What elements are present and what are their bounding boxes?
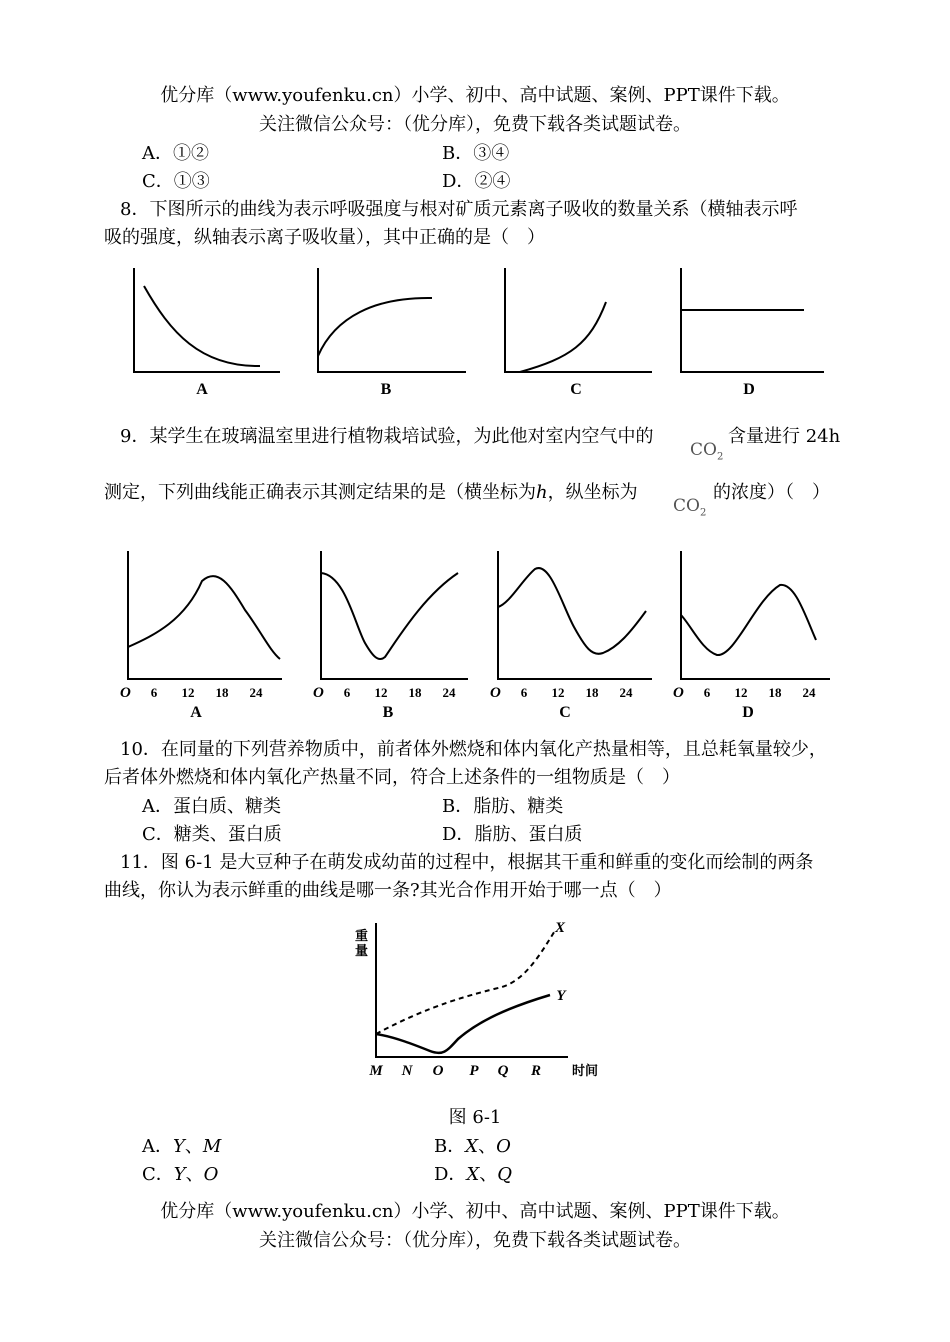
q11-curve-x [376,929,556,1034]
q8-d-axes [681,268,824,372]
q11-xlabel: 时间 [572,1063,599,1078]
q11-figure [350,915,610,1085]
q9-co2-1: $CO_2$ [690,440,724,463]
header-line-1: 优分库（www.youfenku.cn）小学、初中、高中试题、案例、PPT课件下载。 [160,85,790,106]
q10-option-a: A．蛋白质、糖类 [142,796,281,817]
footer-line-1: 优分库（www.youfenku.cn）小学、初中、高中试题、案例、PPT课件下载。 [160,1201,790,1222]
q8-a-axes [134,268,280,372]
q9-a-tick: 18 [215,685,229,700]
q9-label-c: C [559,704,571,721]
q8-label-a: A [196,381,208,398]
q11-point-n: N [401,1063,413,1079]
q7-option-b: B．③④ [442,143,510,164]
q11-point-o: O [432,1063,444,1079]
q9-d-axes [681,551,830,679]
header-line-2: 关注微信公众号：（优分库），免费下载各类试题试卷。 [259,114,691,135]
q8-b-axes [318,268,466,372]
q9-label-a: A [190,704,202,721]
q8-c-axes [505,268,652,372]
q7-option-a: A．①② [142,143,209,164]
q9-b-curve [321,573,458,659]
q11-ylabel-2: 量 [355,943,369,958]
q9-d-tick: 12 [734,685,748,700]
q11-point-q: Q [497,1063,509,1079]
q8-label-b: B [380,381,392,398]
q9-a-curve [128,576,280,659]
q9-a-tick: 6 [150,685,158,700]
q9-c-axes [498,551,652,679]
q8-graphs [120,262,840,402]
q9-b-axes [321,551,468,679]
q11-figure-caption: 图 6-1 [448,1107,502,1128]
q7-option-d: D．②④ [442,171,511,192]
q8-a-curve [144,286,260,366]
q8-b-curve [318,298,432,356]
q10-option-b: B．脂肪、糖类 [442,796,564,817]
q11-option-a: A．Y、M [142,1136,222,1157]
q11-option-d: D．X、Q [434,1164,513,1185]
q9-d-origin: O [673,685,684,701]
q9-c-tick: 18 [585,685,599,700]
q11-option-c: C．Y、O [142,1164,219,1185]
q9-a-tick: 24 [249,685,263,700]
q9-co2-2: $CO_2$ [673,496,707,519]
q10-stem-line-2: 后者体外燃烧和体内氧化产热量不同，符合上述条件的一组物质是（ ） [104,767,680,788]
q11-stem-line-2: 曲线，你认为表示鲜重的曲线是哪一条?其光合作用开始于哪一点（ ） [104,880,672,901]
q9-b-tick: 18 [408,685,422,700]
q9-a-origin: O [120,685,131,701]
q9-stem-line-2: 测定，下列曲线能正确表示其测定结果的是（横坐标为h，纵坐标为 [104,482,638,503]
q9-c-origin: O [490,685,501,701]
q10-option-c: C．糖类、蛋白质 [142,824,282,845]
q9-b-tick: 24 [442,685,456,700]
q9-c-curve [498,568,646,654]
q11-option-b: B．X、O [434,1136,511,1157]
q11-curve-y [376,995,550,1053]
q9-c-tick: 24 [619,685,633,700]
q9-stem-line-1a: 9．某学生在玻璃温室里进行植物栽培试验，为此他对室内空气中的 [120,426,654,447]
q9-d-tick: 24 [802,685,816,700]
q9-stem-line-2c: 的浓度）（ ） [713,482,830,503]
q9-c-tick: 12 [551,685,565,700]
q9-label-d: D [742,704,754,721]
q11-point-p: P [469,1063,479,1079]
q9-d-curve [681,585,816,655]
footer-line-2: 关注微信公众号：（优分库），免费下载各类试题试卷。 [259,1230,691,1251]
q8-stem-line-2: 吸的强度，纵轴表示离子吸收量），其中正确的是（ ） [104,227,545,248]
q9-d-tick: 18 [768,685,782,700]
q9-stem-line-1b: 含量进行 24h [728,426,841,447]
q9-graphs [110,545,840,725]
q11-stem-line-1: 11．图 6-1 是大豆种子在萌发成幼苗的过程中，根据其干重和鲜重的变化而绘制的两条 [120,852,814,873]
q9-a-axes [128,551,282,679]
q11-curve-y-label: Y [556,988,566,1004]
q8-label-d: D [743,381,755,398]
q10-stem-line-1: 10．在同量的下列营养物质中，前者体外燃烧和体内氧化产热量相等，且总耗氧量较少， [120,739,827,760]
q11-curve-x-label: X [554,920,566,936]
q9-c-tick: 6 [520,685,528,700]
q9-b-tick: 12 [374,685,388,700]
q11-ylabel-1: 重 [355,928,369,943]
q9-b-origin: O [313,685,324,701]
q11-axes [376,923,568,1057]
q8-label-c: C [570,381,582,398]
q11-point-m: M [369,1063,383,1079]
q11-point-r: R [530,1063,542,1079]
q10-option-d: D．脂肪、蛋白质 [442,824,583,845]
q9-label-b: B [382,704,394,721]
q9-a-tick: 12 [181,685,195,700]
q7-option-c: C．①③ [142,171,210,192]
q9-d-tick: 6 [703,685,711,700]
q9-b-tick: 6 [343,685,351,700]
q8-c-curve [520,302,606,372]
q8-stem-line-1: 8．下图所示的曲线为表示呼吸强度与根对矿质元素离子吸收的数量关系（横轴表示呼 [120,199,798,220]
